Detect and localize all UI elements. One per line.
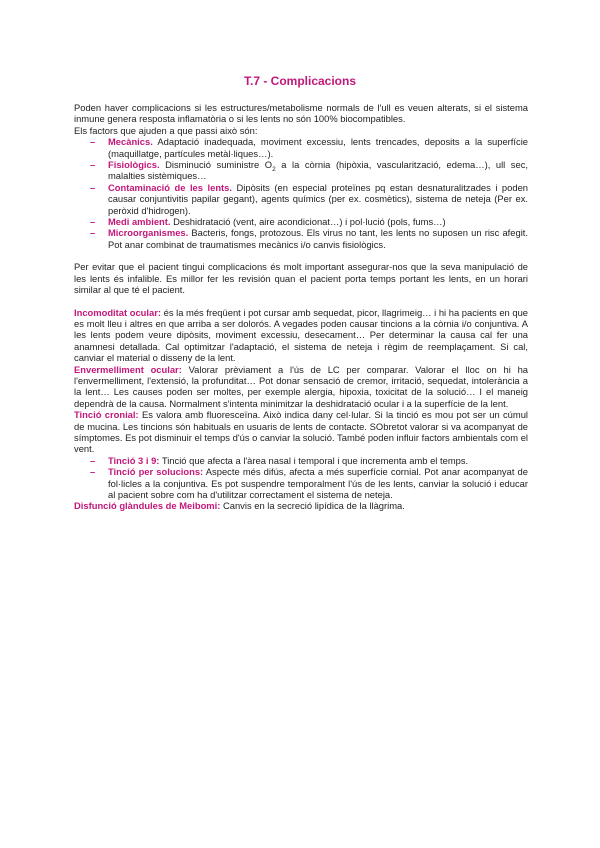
bullet-dash: – [90,216,96,228]
bullet-dash: – [90,454,96,466]
item-text: Aspecte més difús, afecta a més superfície cornial. Pot anar acompanyat de fol·licles a la conjuntiva. Es pot suspendre temporalment l'ús de les lents, canviar la solució i educar al pacient sobre com ha d'utilitzar correctament el sistema de neteja. [108,466,528,500]
disfuncio-paragraph [74,500,528,511]
factor-text: Disminució suministre O [159,159,273,171]
section-label: Disfunció glàndules de Meibomi: [74,500,221,512]
factor-text: Deshidratació (vent, aire acondicionat…) i pol·lució (pols, fums…) [170,216,446,228]
intro-text-1: Poden haver complicacions si les estructures/metabolisme normals de l'ull es veuen alterats, si el sistema inmune genera resposta inflamatòria o si les lents no són 100% biocompatibles. [74,102,528,125]
bullet-dash: – [90,159,96,171]
section-text: Valorar prèviament a l'ús de LC per comparar. Valorar el lloc on hi ha l'envermelliment, l'extensió, la profunditat… Pot donar sensació de cremor, irritació, sequedat, intolerància a la lent… Les causes poden ser moltes, per exemple alergia, hipoxia, toxicitat de la solució… I el maneig dependrà de la causa. Normalment s'intenta minimitzar la deshidratació ocular i a la superfície de la lent. [74,363,528,409]
intro-paragraph [74,102,528,136]
bullet-dash: – [90,227,96,239]
list-item [74,455,528,466]
factor-text: a la còrnia (hipòxia, vascularització, edema…), ull sec, malalties sistèmiques… [108,159,528,182]
document-body [74,102,528,512]
section-label: Envermelliment ocular: [74,363,182,375]
factor-text: Dipòsits (en especial proteïnes pq estan desnaturalitzades i poden causar conjuntivitis papilar gegant), agents químics (per ex. cosmètics), sistema de neteja (Per ex. peròxid d'hidrogen). [108,181,528,216]
envermelliment-paragraph [74,364,528,410]
item-label: Tinció per solucions: [108,466,204,478]
factor-label: Mecànics. [108,136,153,148]
list-item [74,216,528,227]
factor-label: Medi ambient. [108,216,171,228]
page-title: T.7 - Complicacions [243,74,357,88]
factor-label: Microorganismes. [108,227,189,239]
prevention-paragraph: Per evitar que el pacient tingui complicacions és molt important assegurar-nos que la seva manipulació de les lents és infalible. Es millor fer les revisión quan el pacient porta temps portant les lents, en un horari similar al que té el pacient. [74,261,528,296]
bullet-dash: – [90,181,96,193]
list-item [74,227,528,250]
item-label: Tinció 3 i 9: [108,454,160,466]
section-label: Tinció cronial: [74,409,139,421]
item-text: Tinció que afecta a l'àrea nasal i temporal i que incrementa amb el temps. [159,454,469,466]
section-text: és la més freqüent i pot cursar amb sequedat, picor, llagrimeig… i hi ha pacients en que es molt lleu i altres en que arriba a ser dolorós. A vegades poden causar tincions a la còrnia i/o conjuntiva. A les lents podem veure dipòsits, moviment excessiu, desecament… Per determinar la causa cal fer una anamnesi detallada. Cal optimitzar l'adaptació, el sistema de neteja i règim de reemplaçament. Si cal, canviar el material o disseny de la lent. [74,306,528,364]
list-item [74,466,528,500]
factor-text: Bacteris, fongs, protozous. Els virus no tant, les lents no suposen un risc afegit. Pot anar combinat de traumatismes mecànics i/o canvis fisiològics. [108,227,528,250]
intro-text-2: Els factors que ajuden a que passi això són: [74,124,258,136]
factors-list [74,136,528,250]
list-item [74,182,528,216]
incomoditat-paragraph [74,307,528,364]
subscript: 2 [272,165,276,173]
tincio-paragraph [74,409,528,455]
section-text: Canvis en la secreció lipídica de la llàgrima. [220,500,405,512]
section-label: Incomoditat ocular: [74,306,161,318]
section-text: Es valora amb fluoresceïna. Això indica dany cel·lular. Si la tinció es mou pot ser un cúmul de mucina. Les tincions són habituals en usuaris de lents de contacte. SObretot valorar si va acompanyat de símptomes. Es pot disminuir el temps d'ús o canviar la solució. També poden influir factors ambientals com el vent. [74,409,528,455]
factor-text: Adaptació inadequada, moviment excessiu, lents trencades, deposits a la superfície (maquillatge, partícules metàl·liques…). [108,136,528,159]
list-item [74,136,528,159]
factor-label: Contaminació de les lents. [108,181,232,193]
list-item [74,159,528,182]
factor-label: Fisiològics. [108,159,160,171]
bullet-dash: – [90,136,96,148]
tincio-list [74,455,528,501]
bullet-dash: – [90,466,96,478]
